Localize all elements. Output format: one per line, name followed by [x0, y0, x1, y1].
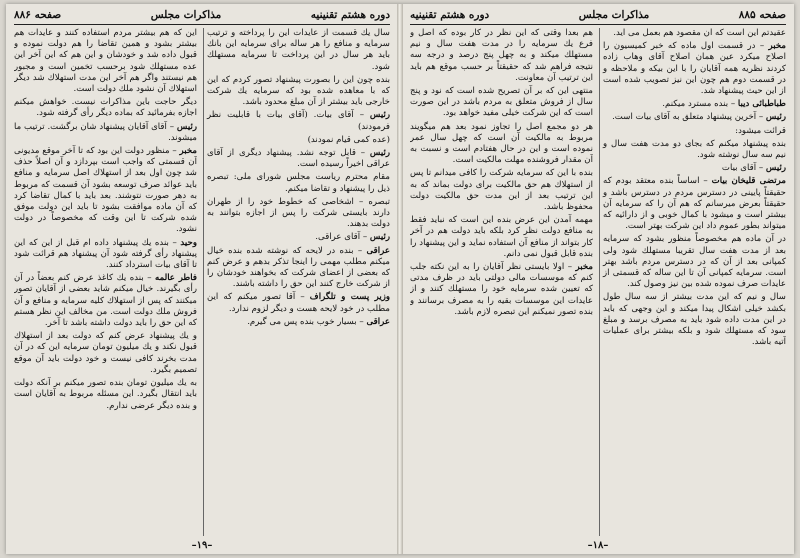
paragraph-text: – آقاى بيات [721, 163, 764, 174]
speaker-name: رئيس [369, 110, 390, 121]
transcript-paragraph [603, 292, 786, 348]
left-publication-title: مذاکرات مجلس [150, 9, 222, 21]
transcript-paragraph [207, 172, 390, 194]
speaker-name: عراقى [366, 245, 390, 256]
left-page-left-column [14, 28, 197, 536]
transcript-paragraph [603, 112, 786, 123]
speaker-name: رئيس [369, 232, 390, 243]
speaker-name: مخبر [179, 146, 197, 157]
paragraph-text: و يك پيشنهاد عرض کنم که دولت بعد از استهلاك قبول نکند و يك ميليون تومان سرمايه اين که در آن مدت بخرند کافى نيست و خود دولت بايد آن موقع تصميم بگيرد. [14, 331, 197, 375]
paragraph-text: – قابل توجه نشد. پيشنهاد ديگرى از آقاى عراقى اخيراً رسيده است. [207, 148, 390, 170]
speaker-name: رئيس [765, 112, 786, 123]
paragraph-text: عقيدتم اين است که آن مقصود هم بعمل مى آيد. [613, 28, 786, 38]
transcript-paragraph [410, 215, 593, 260]
paragraph-text: مقام محترم رياست مجلس شوراى ملى: تبصره ذيل را پيشنهاد و تقاضا ميکنم. [207, 172, 390, 194]
paragraph-text: به يك ميليون تومان بنده تصور ميکنم بر آنکه دولت بايد انتقال بگيرد. اين مسئله مربوط به آقايان است و بنده ديگر عرضى ندارم. [14, 378, 197, 411]
transcript-paragraph [207, 232, 390, 243]
speaker-name: رئيس [369, 148, 390, 159]
transcript-paragraph [14, 122, 197, 144]
left-session-title: دوره هشتم تقنینیه [310, 9, 390, 21]
right-page-left-column [410, 28, 593, 536]
paragraph-text: منتهى اين که بر آن تصريح شده است که نود و پنج سال از فروش متعلق به مردم باشد در اين صورت است که اين شرکت خيلى مفيد خواهد بود. [410, 86, 593, 119]
right-page-columns [410, 28, 786, 536]
paragraph-text: – آقاى آقايان پيشنهاد شان برگشت. ترتيب ما ميشوند. [14, 121, 197, 143]
transcript-paragraph [410, 122, 593, 167]
speaker-name: وزير پست و تلگراف [309, 292, 390, 303]
transcript-paragraph [603, 99, 786, 110]
transcript-paragraph [14, 238, 197, 272]
paragraph-text: مهمه آمدن اين عرض بنده اين است که نبايد فقط به منافع دولت نظر کرد بلکه بايد دولت هم در آخر کار بتواند از منافع آن استفاده نمايد و اين پيشنهاد را بنده قابل قبول نمى دانم. [410, 215, 593, 259]
transcript-paragraph [207, 292, 390, 314]
right-page-footer-number: –۱۸– [587, 540, 609, 551]
transcript-paragraph [207, 110, 390, 132]
paragraph-text: – بنده در لايحه که نوشته شده بنده خيال ميکنم مطلب مهمى را اينجا تذکر بدهم و عرض کنم که بعضى از اعضاى شرکت که بخواهند خودشان را از شرکت خارج کنند اين حق را داشته باشند. [207, 245, 390, 290]
speaker-name: رئيس [176, 121, 197, 132]
paragraph-text: سال يك قسمت از عايدات اين را پرداخته و ترتيب سرمايه و منافع را هر ساله براى سرمايه اين بانك بايد هر سال در اين پرداخت تا سرمايه مستهلك شود. [207, 28, 390, 72]
paragraph-text: بنده چون اين را بصورت پيشنهاد تصور کردم که اين که با معاهده شده بود که سرمايه يك شرکت خارجى بايد بيشتر از آن مبلغ محدود باشد. [207, 74, 390, 108]
paragraph-text: – منظور دولت اين بود که تا آخر موقع مديونى آن قسمتى که واجب است بپردازد و آن اصلاً حذف شد چون اول بعد از استهلاك اصل سرمايه و منافع بايد عوائد صرف توسعه بشود آن قسمت که مربوط به دهر صورت نتوشند. بعد بايد با کمال تقاضا کرد که آن ماده موافقت بشود تا بايد اين دولت موفق شده شرکت تا اين وقت که مخصوصاً در دولت نشود. [14, 146, 197, 235]
left-header-rule [14, 24, 390, 25]
transcript-paragraph [603, 163, 786, 174]
transcript-paragraph [207, 28, 390, 73]
right-header-rule [410, 24, 786, 25]
transcript-paragraph [14, 146, 197, 236]
paragraph-text: – اولا بايستى نظر آقايان را به اين نکته جلب کنم که موسسات مالى دولتى بايد در ظرف مدتى که تعيين شده سرمايه خود را مستهلك کنند و از عايدات اين موسسات بقيه را به مصرف برسانند و بنده تصور نميکنم اين تبصره لازم باشد. [410, 262, 593, 317]
transcript-paragraph [207, 135, 390, 146]
left-page-header [14, 7, 390, 23]
speaker-name: عراقى [366, 316, 390, 327]
speaker-name: فاطر عالمه [155, 273, 197, 284]
paragraph-text: سال و نيم که اين مدت بيشتر از سه سال طول بکشد خيلى اشکال پيدا ميکند و اين وجهى که بايد در اين مدت داده شود بايد به مصرف برسد و مبلغ سود که مستهلك شود و بلکه بيشتر براى عمليات آتيه باشد. [603, 292, 786, 348]
paragraph-text: ديگر حاجت باين مذاکرات نيست. خواهش ميکنم اجازه بفرمائيد که بماده ديگر رأى گرفته شود. [14, 97, 197, 119]
paragraph-text: هر دو مجمع اصل را تجاوز نمود بعد هم ميگويند مربوط به مالکيت آن است که چهل سال عمر نموده است و اين در حال هفتادم است و نسبت به آن مقدار فروشنده مهلت مالکيت است. [410, 121, 593, 166]
paragraph-text: بنده پيشنهاد ميکنم که بجاى دو مدت هفت سال و نيم سه سال نوشته شود. [603, 138, 786, 161]
paragraph-text: – بنده يك کاغذ عرض کنم بعضاً در آن رأى بگيرند. خيال ميکنم شايد بعضى از آقايان تصور ميکنند که پس از استهلاك کليه سرمايه و منافع و آن فروش ملك دولت است. من مخالف اين نظر هستم که اين حق را بايد دولت داشته باشد تا آخر. [14, 273, 197, 329]
paragraph-text: – بنده مسترد ميکنم. [662, 99, 736, 110]
left-page [8, 4, 396, 554]
transcript-paragraph [207, 317, 390, 328]
transcript-paragraph [603, 41, 786, 97]
right-session-title: دوره هشتم تقنينيه [410, 9, 490, 21]
transcript-paragraph [207, 197, 390, 231]
left-page-number: صفحه ۸۸۶ [14, 9, 62, 21]
speaker-name: وحيد [180, 237, 197, 248]
transcript-paragraph [207, 246, 390, 291]
transcript-paragraph [603, 176, 786, 232]
left-page-right-column [203, 28, 390, 536]
paragraph-text: (عده کمى قيام نمودند) [307, 134, 390, 145]
transcript-paragraph [14, 273, 197, 329]
transcript-paragraph [603, 28, 786, 39]
paragraph-text: – آقاى بيات. (آقاى بيات با قابليت نظر فرمودند) [207, 110, 390, 132]
paragraph-text: – اساساً بنده معتقد بودم که حقيقتاً پايينى در دسترس مردم در دسترس باشد و حقيقتاً بعرض ميرسانم که هم آن را که سرمايه آن بيشتر است و ميشود با کمال خوبى و از دارائيه که ميتواند بطور عموم داد اين شرکت بهتر است. [603, 176, 786, 232]
right-page-header [410, 7, 786, 23]
paragraph-text: – در قسمت اول ماده که خبر کميسيون را اصلاح ميکرد عين همان اصلاح آقاى وهاب زاده کردند نظريه همه آقايان را با اين بيکه و ملاحظه و در قسمت دوم هم چون اين نيز تصويب شده است از اين حيث پيشنهاد شد. [603, 41, 786, 97]
paragraph-text: هم بعدا وقتى که اين نظر در کار بوده که اصل و فرع يك سرمايه را در مدت هفت سال و نيم مستهلك ميکند و به چهل پنج درصد و درجه سه نتيجه فراهم شد که حقيقتاً بر حسب موقع هم بايد اين ترتيب آن معاونت. [410, 28, 593, 83]
paragraph-text: اين که هم بيشتر مردم استفاده کنند و عايدات هم بيشتر بشود و همين تقاضا را هم دولت نموده و قبول داده شد و خودشان و اين هم که اين آخر اين عده مستهلك شود برحسب تخمين است و مجبور هم نيستند واگر هم آخر اين مدت استهلاك شد ديگر استهلاك آن نشود ملك دولت است. [14, 28, 197, 95]
transcript-paragraph [410, 86, 593, 120]
transcript-paragraph [207, 148, 390, 170]
transcript-paragraph [14, 28, 197, 95]
paragraph-text: در آن ماده هم مخصوصاً منظور بشود که سرمايه بعد از مدت هفت سال تقريبا مستهلك شود ولى کمپانى بعد از آن که در دسترس مردم باشد بهتر است. سرمايه کمپانى آن تا اين ساله که قسمتى از عايدات صرف نموده شده بين نيز وصول کند. [603, 234, 786, 290]
speaker-name: طباطبائى ديبا [737, 99, 786, 110]
paragraph-text: – بنده يك پيشنهاد داده ام قبل از اين که اين پيشنهاد رأى گرفته شود آن پيشنهاد هم قرائت شود تا آقاى بيات استرداد کنند. [14, 237, 197, 271]
transcript-paragraph [410, 262, 593, 318]
book-spread [6, 4, 794, 554]
transcript-paragraph [14, 97, 197, 119]
paragraph-text: – آقا تصور ميکنم که اين مطلب در خود لايحه هست و ديگر لزوم ندارد. [207, 292, 390, 314]
transcript-paragraph [603, 139, 786, 161]
speaker-name: مخبر [768, 41, 786, 52]
paragraph-text: – بسيار خوب بنده پس مى گيرم. [247, 316, 364, 327]
transcript-paragraph [207, 75, 390, 109]
paragraph-text: قرائت ميشود: [735, 125, 786, 136]
right-page-right-column [599, 28, 786, 536]
transcript-paragraph [410, 168, 593, 213]
right-publication-title: مذاکرات مجلس [578, 9, 650, 21]
left-page-columns [14, 28, 390, 536]
book-gutter [397, 4, 403, 554]
transcript-paragraph [603, 234, 786, 290]
speaker-name: مخبر [575, 262, 593, 273]
left-page-footer-number: –۱۹– [191, 540, 213, 551]
paragraph-text: – آقاى عراقى. [315, 232, 368, 243]
speaker-name: مرتضى قليخان بيات [711, 176, 786, 187]
right-page [404, 4, 792, 554]
right-page-number: صفحه ۸۸۵ [738, 9, 786, 21]
speaker-name: رئيس [765, 163, 786, 174]
transcript-paragraph [603, 126, 786, 137]
paragraph-text: تبصره – اشخاصى که خطوط خود را از طهران دارند بايستى شرکت را پس از اجازه بتوانند به دولت بدهند. [207, 196, 390, 230]
paragraph-text: – آخرين پيشنهاد متعلق به آقاى بيات است. [612, 112, 764, 123]
paragraph-text: بنده با اين که سرمايه شرکت را کافى ميدانم تا پس از استهلاك هم حق مالکيت براى دولت بماند که به اين ترتيب بعد از اين مدت حق مالکيت دولت محفوظ باشد. [410, 168, 593, 213]
transcript-paragraph [410, 28, 593, 84]
transcript-paragraph [14, 331, 197, 376]
transcript-paragraph [14, 378, 197, 412]
